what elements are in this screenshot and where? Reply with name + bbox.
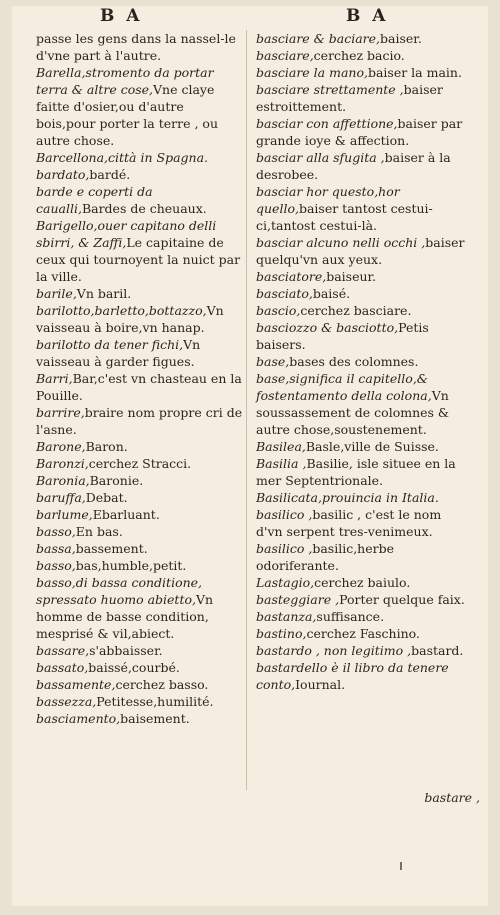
dictionary-entry: [256, 540, 470, 574]
dictionary-entry: [36, 693, 246, 710]
dictionary-entry: [256, 81, 470, 115]
definition: Le capitaine de ceux qui tournoyent la nuict par la ville.: [36, 235, 241, 284]
definition: Vn vaisseau à boire,vn hanap.: [36, 303, 224, 335]
headword: Baronzi,: [36, 456, 89, 471]
definition: Petitesse,humilité.: [96, 694, 214, 709]
headword: base,significa il capitello,& fostentamento della colona,: [256, 371, 432, 403]
definition: baisé.: [312, 286, 351, 301]
dictionary-entry: [36, 710, 246, 727]
headword: Baronia,: [36, 473, 90, 488]
definition: Bar,c'est vn chasteau en la Pouille.: [36, 371, 242, 403]
definition: baiser.: [380, 31, 422, 46]
dictionary-entry: [36, 438, 246, 455]
headword: basciozzo & basciotto,: [256, 320, 399, 335]
definition: cerchez Faschino.: [306, 626, 420, 641]
definition: braire nom propre cri de l'asne.: [36, 405, 243, 437]
headword: bascio,: [256, 303, 301, 318]
column-divider: [246, 30, 247, 790]
headword: Basilia ,: [256, 456, 307, 471]
dictionary-entry: [256, 47, 470, 64]
definition: Vn baril.: [76, 286, 132, 301]
definition: bassement.: [75, 541, 148, 556]
headword: basciatore,: [256, 269, 327, 284]
dictionary-entry: [256, 506, 470, 540]
dictionary-entry: [256, 591, 470, 608]
headword: bardato,: [36, 167, 90, 182]
headword: bastanza,: [256, 609, 317, 624]
definition: Iournal.: [295, 677, 346, 692]
definition: cerchez baiulo.: [314, 575, 411, 590]
definition: cerchez basciare.: [300, 303, 412, 318]
headword: bastardo , non legitimo ,: [256, 643, 412, 658]
right-column: [256, 30, 470, 693]
dictionary-entry: [256, 183, 470, 234]
definition: baiser la main.: [367, 65, 462, 80]
headword: basciato,: [256, 286, 313, 301]
dictionary-entry: [256, 489, 470, 506]
headword: bassa,: [36, 541, 76, 556]
dictionary-entry: [256, 30, 470, 47]
headword: basciar alla sfugita ,: [256, 150, 385, 165]
headword: basso,di bassa conditione, spressato huomo abietto,: [36, 575, 203, 607]
dictionary-entry: [256, 149, 470, 183]
dictionary-entry: [256, 64, 470, 81]
headword: Barri,: [36, 371, 73, 386]
definition: cerchez Stracci.: [88, 456, 192, 471]
definition: bas,humble,petit.: [75, 558, 187, 573]
headword: basso,: [36, 524, 76, 539]
dictionary-entry: [36, 574, 246, 642]
headword: Barone,: [36, 439, 86, 454]
dictionary-entry: [36, 336, 246, 370]
headword: bassezza,: [36, 694, 97, 709]
headword: Barella,stromento da portar terra & altre cose,: [36, 65, 214, 97]
headword: Basilicata,prouincia in Italia.: [256, 490, 439, 505]
headword: basilico ,: [256, 541, 313, 556]
dictionary-entry: [256, 370, 470, 438]
headword: bassare,: [36, 643, 90, 658]
definition: baisement.: [120, 711, 190, 726]
dictionary-entry: [256, 608, 470, 625]
definition: passe les gens dans la nassel-le d'vne part à l'autre.: [36, 31, 236, 63]
dictionary-entry: [36, 217, 246, 285]
headword: basciar hor questo,hor quello,: [256, 184, 400, 216]
dictionary-entry: [256, 115, 470, 149]
dictionary-entry: [36, 30, 246, 64]
definition: Porter quelque faix.: [339, 592, 465, 607]
headword: basilico ,: [256, 507, 313, 522]
headword: basciar alcuno nelli occhi ,: [256, 235, 426, 250]
definition: baissé,courbé.: [88, 660, 180, 675]
definition: s'abbaisser.: [89, 643, 163, 658]
headword: basciare strettamente ,: [256, 82, 404, 97]
dictionary-entry: [256, 353, 470, 370]
dictionary-entry: [36, 489, 246, 506]
headword: bastardello è il libro da tenere conto,: [256, 660, 449, 692]
definition: cerchez basso.: [115, 677, 209, 692]
dictionary-entry: [256, 319, 470, 353]
headword: Lastagio,: [256, 575, 315, 590]
headword: base,: [256, 354, 290, 369]
headword: barde e coperti da caualli,: [36, 184, 153, 216]
definition: bardé.: [89, 167, 131, 182]
definition: Ebarluant.: [92, 507, 160, 522]
dictionary-entry: [256, 302, 470, 319]
dictionary-entry: [256, 625, 470, 642]
headword: barlume,: [36, 507, 93, 522]
headword: basciare la mano,: [256, 65, 368, 80]
headword: basciare & baciare,: [256, 31, 381, 46]
printer-mark: [400, 862, 402, 870]
definition: suffisance.: [316, 609, 385, 624]
dictionary-entry: [256, 455, 470, 489]
dictionary-entry: [36, 370, 246, 404]
definition: baiseur.: [326, 269, 377, 284]
definition: basilic,herbe odoriferante.: [256, 541, 395, 573]
definition: Baron.: [85, 439, 128, 454]
definition: basilic , c'est le nom d'vn serpent tres-venimeux.: [256, 507, 442, 539]
dictionary-entry: [36, 659, 246, 676]
headword: bassamente,: [36, 677, 116, 692]
headword: bassato,: [36, 660, 89, 675]
headword: barilotto,barletto,bottazzo,: [36, 303, 207, 318]
dictionary-entry: [36, 676, 246, 693]
headword: basciamento,: [36, 711, 121, 726]
headword: barilotto da tener fichi,: [36, 337, 184, 352]
definition: Vn homme de basse condition, mesprisé & vil,abiect.: [36, 592, 214, 641]
running-head-left: B A: [100, 6, 143, 26]
definition: Petis baisers.: [256, 320, 429, 352]
definition: Vn vaisseau à garder figues.: [36, 337, 201, 369]
definition: cerchez bacio.: [313, 48, 405, 63]
headword: basso,: [36, 558, 76, 573]
dictionary-entry: [36, 64, 246, 149]
dictionary-entry: [36, 183, 246, 217]
definition: En bas.: [75, 524, 123, 539]
definition: baiser quelqu'vn aux yeux.: [256, 235, 465, 267]
dictionary-entry: [36, 642, 246, 659]
dictionary-entry: [36, 523, 246, 540]
dictionary-entry: [36, 557, 246, 574]
definition: bases des colomnes.: [289, 354, 419, 369]
definition: Baronie.: [89, 473, 144, 488]
definition: baiser à la desrobee.: [256, 150, 451, 182]
definition: Basilie, isle situee en la mer Septentrionale.: [256, 456, 456, 488]
definition: baiser tantost cestui-ci,tantost cestui-là.: [256, 201, 433, 233]
dictionary-entry: [36, 540, 246, 557]
dictionary-entry: [36, 506, 246, 523]
headword: basciar con affettione,: [256, 116, 398, 131]
dictionary-entry: [36, 455, 246, 472]
dictionary-entry: [36, 285, 246, 302]
dictionary-entry: [256, 642, 470, 659]
headword: barile,: [36, 286, 77, 301]
dictionary-entry: [36, 404, 246, 438]
left-column: [36, 30, 246, 727]
headword: baruffa,: [36, 490, 86, 505]
dictionary-entry: [256, 234, 470, 268]
definition: Bardes de cheuaux.: [81, 201, 207, 216]
catchword: bastare ,: [424, 790, 480, 805]
definition: Basle,ville de Suisse.: [305, 439, 439, 454]
headword: bastino,: [256, 626, 307, 641]
headword: basteggiare ,: [256, 592, 340, 607]
headword: Barcellona,città in Spagna.: [36, 150, 208, 165]
definition: Vn soussassement de colomnes & autre chose,soustenement.: [256, 388, 450, 437]
headword: Barigello,ouer capitano delli sbirri, & Zaffi,: [36, 218, 217, 250]
headword: basciare,: [256, 48, 314, 63]
dictionary-entry: [36, 149, 246, 166]
headword: barrire,: [36, 405, 85, 420]
definition: baiser par grande ioye & affection.: [256, 116, 463, 148]
definition: bastard.: [411, 643, 464, 658]
dictionary-entry: [256, 285, 470, 302]
definition: Debat.: [85, 490, 128, 505]
dictionary-entry: [256, 438, 470, 455]
definition: Vne claye faitte d'osier,ou d'autre bois,pour porter la terre , ou autre chose.: [36, 82, 219, 148]
dictionary-entry: [256, 574, 470, 591]
dictionary-entry: [36, 302, 246, 336]
definition: baiser estroittement.: [256, 82, 443, 114]
running-head-right: B A: [346, 6, 389, 26]
dictionary-entry: [256, 268, 470, 285]
dictionary-entry: [36, 472, 246, 489]
headword: Basilea,: [256, 439, 306, 454]
dictionary-entry: [36, 166, 246, 183]
dictionary-entry: [256, 659, 470, 693]
